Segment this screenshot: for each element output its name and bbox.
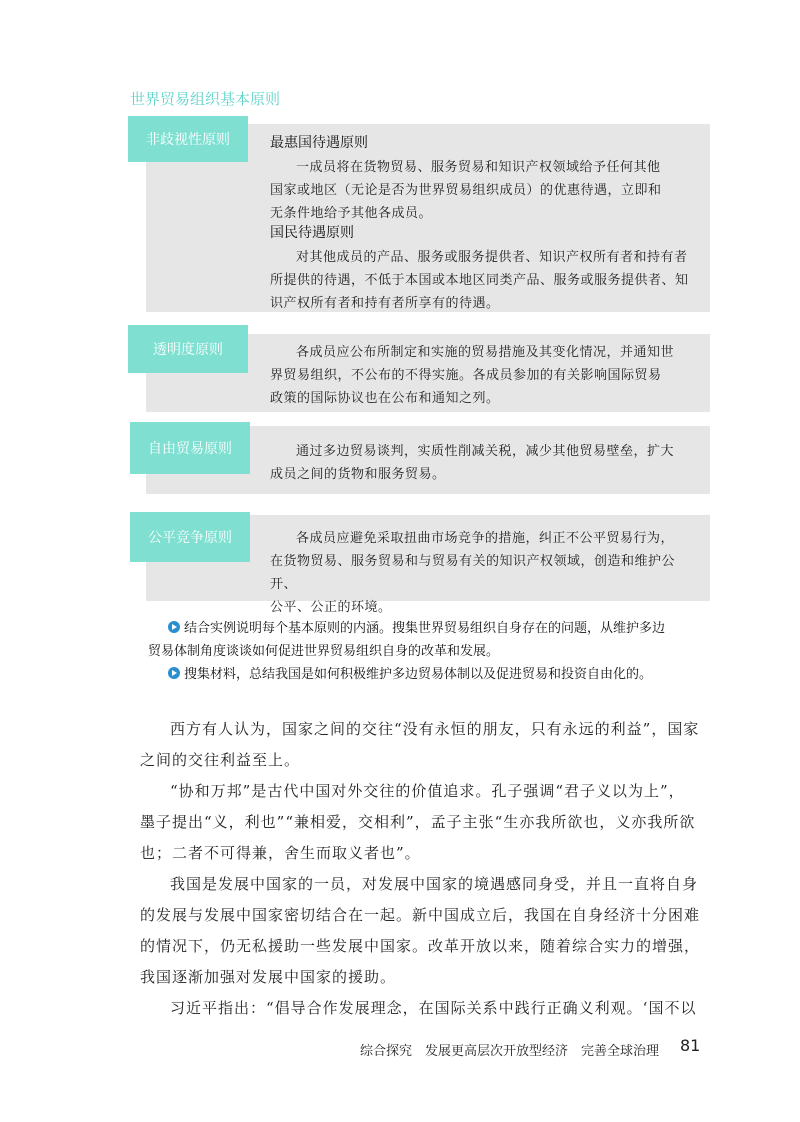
body-paragraph: “协和万邦”是古代中国对外交往的价值追求。孔子强调“君子义以为上”，墨子提出“义，利也”“兼相爱，交相利”，孟子主张“生亦我所欲也，义亦我所欲也；二者不可得兼，舍生而取义者也”。 [140, 782, 696, 862]
body-text [140, 714, 700, 1024]
body-paragraph: 习近平指出：“倡导合作发展理念，在国际关系中践行正确义利观。‘国不以 [170, 999, 697, 1017]
principle-tag-nondiscrimination: 非歧视性原则 [128, 116, 248, 162]
section-title: 世界贸易组织基本原则 [130, 90, 281, 108]
body-paragraph: 西方有人认为，国家之间的交往“没有永恒的朋友，只有永远的利益”，国家之间的交往利益至上。 [140, 720, 700, 769]
subtitle-mfn: 最惠国待遇原则 [270, 135, 368, 151]
text-fair-competition: 各成员应避免采取扭曲市场竞争的措施，纠正不公平贸易行为， 在货物贸易、服务贸易和与贸易有关的知识产权领域，创造和维护公开、 公平、公正的环境。 [270, 531, 676, 615]
subtitle-national-treatment: 国民待遇原则 [270, 225, 354, 241]
play-bullet-icon [168, 621, 180, 633]
activity-item-1-line2: 贸易体制角度谈谈如何促进世界贸易组织自身的改革和发展。 [148, 644, 500, 659]
text-transparency: 各成员应公布所制定和实施的贸易措施及其变化情况，并通知世 界贸易组织，不公布的不得实施。各成员参加的有关影响国际贸易 政策的国际协议也在公布和通知之列。 [270, 345, 675, 406]
principle-tag-free-trade: 自由贸易原则 [130, 422, 250, 474]
text-national-treatment: 对其他成员的产品、服务或服务提供者、知识产权所有者和持有者 所提供的待遇，不低于本国或本地区同类产品、服务或服务提供者、知 识产权所有者和持有者所享有的待遇。 [270, 250, 689, 311]
page-number: 81 [680, 1036, 701, 1055]
activity-item-2: 搜集材料，总结我国是如何积极维护多边贸易体制以及促进贸易和投资自由化的。 [168, 663, 652, 682]
footer-title: 综合探究 发展更高层次开放型经济 完善全球治理 [360, 1044, 660, 1059]
text-free-trade: 通过多边贸易谈判，实质性削减关税，减少其他贸易壁垒，扩大 成员之间的货物和服务贸易。 [270, 444, 675, 482]
principle-tag-transparency: 透明度原则 [128, 325, 248, 373]
principle-tag-fair-competition: 公平竞争原则 [130, 512, 250, 562]
activity-item-1-line1: 结合实例说明每个基本原则的内涵。搜集世界贸易组织自身存在的问题，从维护多边 [168, 617, 665, 636]
play-bullet-icon [168, 667, 180, 679]
body-paragraph: 我国是发展中国家的一员，对发展中国家的境遇感同身受，并且一直将自身的发展与发展中国家密切结合在一起。新中国成立后，我国在自身经济十分困难的情况下，仍无私援助一些发展中国家。改革开放以来，随着综合实力的增强，我国逐渐加强对发展中国家的援助。 [140, 875, 701, 986]
text-mfn: 一成员将在货物贸易、服务贸易和知识产权领域给予任何其他 国家或地区（无论是否为世界贸易组织成员）的优惠待遇，立即和 无条件地给予其他各成员。 [270, 160, 662, 221]
